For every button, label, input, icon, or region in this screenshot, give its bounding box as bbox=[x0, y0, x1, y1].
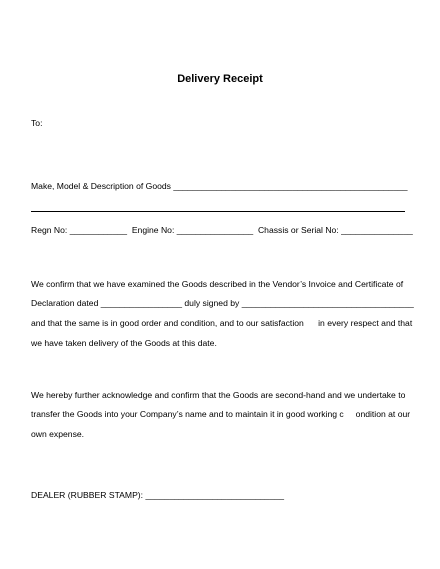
confirmation-paragraph-line-1: We confirm that we have examined the Goods described in the Vendor’s Invoice and Certificate of bbox=[31, 279, 404, 289]
make-model-continuation-rule bbox=[31, 211, 405, 212]
confirmation-paragraph-line-2: Declaration dated _________________ duly signed by ____________________________________ bbox=[31, 298, 414, 308]
acknowledgement-paragraph-line-3: own expense. bbox=[31, 429, 85, 439]
regn-engine-chassis-line: Regn No: ____________ Engine No: ________________ Chassis or Serial No: _______________ bbox=[31, 225, 413, 235]
confirmation-paragraph-line-3: and that the same is in good order and condition, and to our satisfaction in every respect and that bbox=[31, 318, 413, 328]
dealer-rubber-stamp-line: DEALER (RUBBER STAMP): _____________________________ bbox=[31, 490, 285, 500]
make-model-description-field: Make, Model & Description of Goods _________________________________________________ bbox=[31, 181, 408, 191]
confirmation-paragraph-line-4: we have taken delivery of the Goods at this date. bbox=[31, 338, 217, 348]
acknowledgement-paragraph-line-2: transfer the Goods into your Company’s name and to maintain it in good working c ondition at our bbox=[31, 409, 411, 419]
acknowledgement-paragraph-line-1: We hereby further acknowledge and confirm that the Goods are second-hand and we undertake to bbox=[31, 390, 406, 400]
to-label: To: bbox=[31, 118, 43, 128]
document-title: Delivery Receipt bbox=[177, 73, 263, 85]
